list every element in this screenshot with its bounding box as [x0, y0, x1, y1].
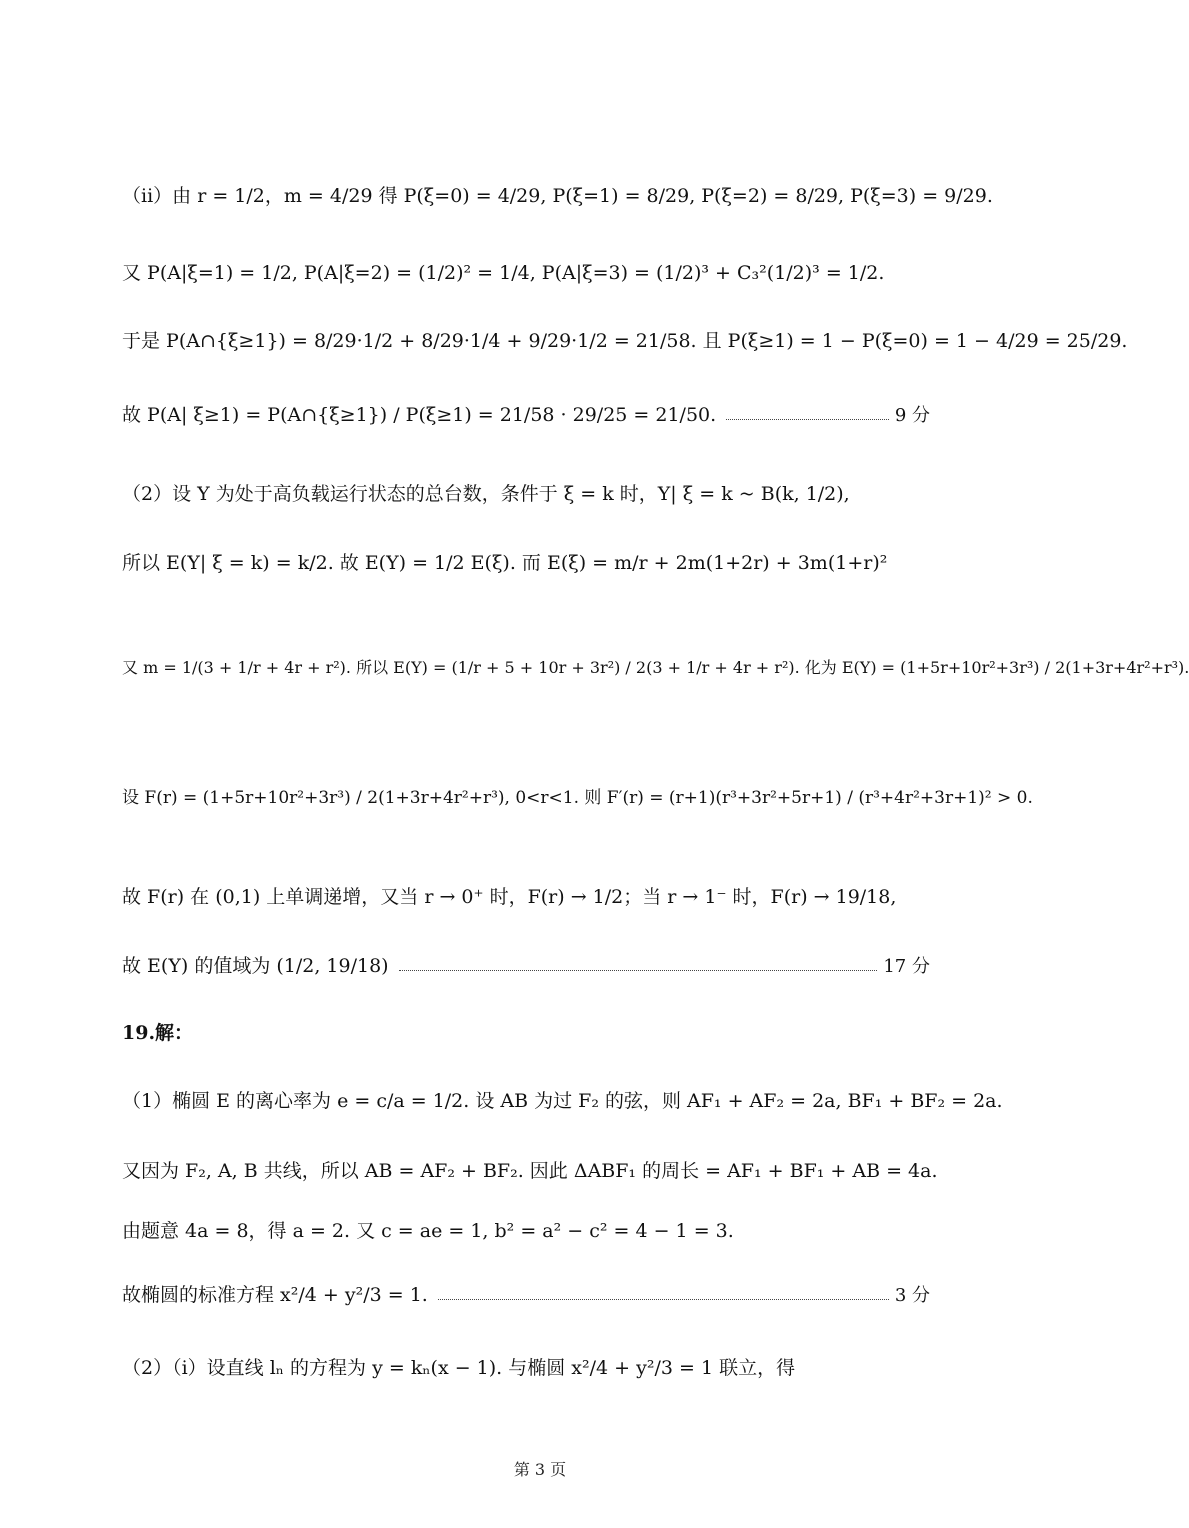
line-1	[122, 262, 930, 285]
line-14	[122, 1284, 930, 1307]
line-text: 设 F(r) = (1+5r+10r²+3r³) / 2(1+3r+4r²+r³), 0<r<1. 则 F′(r) = (r+1)(r³+3r²+5r+1) / (r³+4r²+3r+1)² > 0.	[122, 788, 1033, 808]
leader-dots	[399, 970, 878, 971]
line-text: （2）（i）设直线 lₙ 的方程为 y = kₙ(x − 1). 与椭圆 x²/4 + y²/3 = 1 联立，得	[122, 1357, 796, 1379]
line-text: 故 F(r) 在 (0,1) 上单调递增，又当 r → 0⁺ 时，F(r) → 1/2；当 r → 1⁻ 时，F(r) → 19/18,	[122, 886, 897, 908]
line-text: 于是 P(A∩{ξ≥1}) = 8/29·1/2 + 8/29·1/4 + 9/29·1/2 = 21/58. 且 P(ξ≥1) = 1 − P(ξ=0) = 1 − 4/29 = 25/29.	[122, 330, 1128, 352]
line-13	[122, 1220, 930, 1243]
line-text: （2）设 Y 为处于高负载运行状态的总台数，条件于 ξ = k 时，Y| ξ = k ~ B(k, 1/2),	[122, 483, 850, 505]
line-text: 又因为 F₂, A, B 共线，所以 AB = AF₂ + BF₂. 因此 ΔABF₁ 的周长 = AF₁ + BF₁ + AB = 4a.	[122, 1160, 938, 1182]
score-label: 17 分	[883, 955, 930, 977]
line-6	[122, 658, 1189, 677]
leader-dots	[438, 1299, 889, 1300]
page-number: 第 3 页	[513, 1460, 567, 1479]
line-9	[122, 955, 930, 978]
score-label: 3 分	[894, 1284, 930, 1306]
line-text: （1）椭圆 E 的离心率为 e = c/a = 1/2. 设 AB 为过 F₂ 的弦，则 AF₁ + AF₂ = 2a, BF₁ + BF₂ = 2a.	[122, 1090, 1003, 1112]
section-heading-text: 19.解：	[122, 1022, 194, 1044]
line-11	[122, 1090, 1003, 1113]
line-12	[122, 1160, 938, 1183]
line-text: 故 E(Y) 的值域为 (1/2, 19/18)	[122, 955, 389, 977]
line-4	[122, 483, 930, 506]
section-heading	[122, 1022, 930, 1045]
line-5	[122, 552, 930, 575]
line-15	[122, 1357, 930, 1380]
leader-dots	[726, 419, 889, 420]
line-7	[122, 788, 1033, 808]
line-text: 由题意 4a = 8，得 a = 2. 又 c = ae = 1, b² = a² − c² = 4 − 1 = 3.	[122, 1220, 734, 1242]
line-text: 又 m = 1/(3 + 1/r + 4r + r²). 所以 E(Y) = (1/r + 5 + 10r + 3r²) / 2(3 + 1/r + 4r + r²). 化为 E(Y) = (1+5r+10r²+3r³) / 2(1+3r+4r²+r³).	[122, 658, 1189, 677]
line-text: 故椭圆的标准方程 x²/4 + y²/3 = 1.	[122, 1284, 428, 1306]
line-2	[122, 330, 1128, 353]
line-text: 所以 E(Y| ξ = k) = k/2. 故 E(Y) = 1/2 E(ξ). 而 E(ξ) = m/r + 2m(1+2r) + 3m(1+r)²	[122, 552, 888, 574]
line-0	[122, 185, 993, 208]
line-text: （ii）由 r = 1/2，m = 4/29 得 P(ξ=0) = 4/29, P(ξ=1) = 8/29, P(ξ=2) = 8/29, P(ξ=3) = 9/29.	[122, 185, 993, 207]
line-text: 故 P(A| ξ≥1) = P(A∩{ξ≥1}) / P(ξ≥1) = 21/58 · 29/25 = 21/50.	[122, 404, 717, 426]
score-label: 9 分	[894, 404, 930, 426]
line-3	[122, 404, 930, 427]
line-8	[122, 886, 930, 909]
line-text: 又 P(A|ξ=1) = 1/2, P(A|ξ=2) = (1/2)² = 1/4, P(A|ξ=3) = (1/2)³ + C₃²(1/2)³ = 1/2.	[122, 262, 885, 284]
